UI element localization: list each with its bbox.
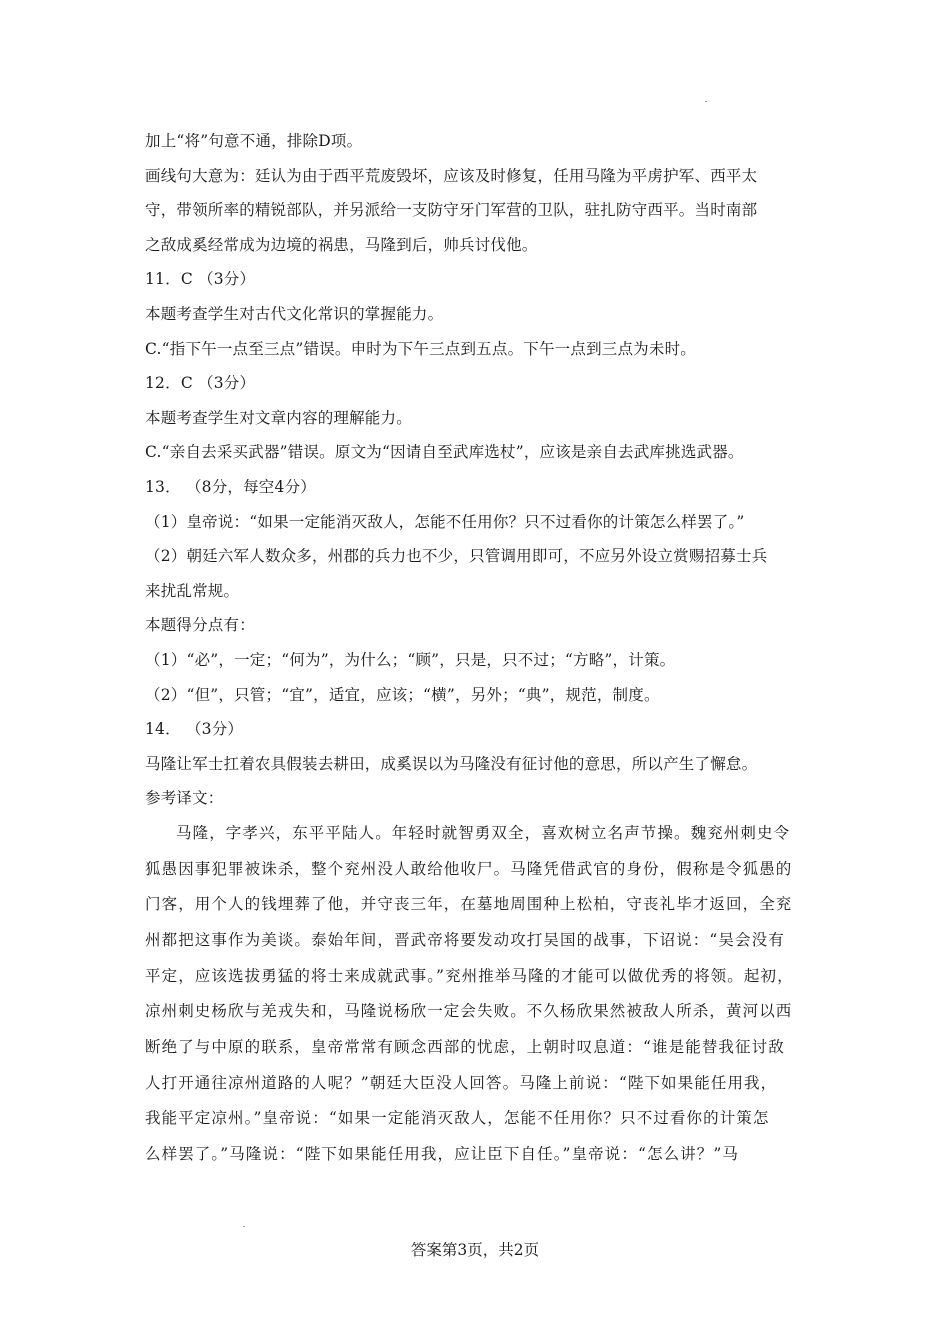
answer-line: 守，带领所率的精锐部队，并另派给一支防守牙门军营的卫队，驻扎防守西平。当时南部	[145, 201, 758, 220]
translation-heading: 参考译文：	[145, 789, 224, 808]
translation-line: 狐愚因事犯罪被诛杀，整个兖州没人敢给他收尸。马隆凭借武官的身份，假称是令狐愚的	[145, 859, 793, 878]
answer-line: 本题考查学生对文章内容的理解能力。	[145, 408, 412, 427]
question-number: 13． （8分，每空4分）	[145, 477, 316, 496]
answer-content	[145, 124, 810, 1173]
translation-line: 凉州刺史杨欣与羌戎失和，马隆说杨欣一定会失败。不久杨欣果然被敌人所杀，黄河以西	[145, 1002, 793, 1021]
question-number: 14． （3分）	[145, 720, 244, 739]
translation-line: 么样罢了。”马隆说：“陛下如果能任用我，应让臣下自任。”皇帝说：“怎么讲？”马	[145, 1145, 740, 1164]
translation-line: 州都把这事作为美谈。泰始年间，晋武帝将要发动攻打吴国的战事，下诏说：“吴会没有	[145, 930, 785, 949]
answer-line: （1）“必”，一定；“何为”，为什么；“顾”，只是，只不过；“方略”，计策。	[145, 650, 676, 669]
question-number: 11．C （3分）	[145, 270, 256, 289]
answer-line: 画线句大意为：廷认为由于西平荒废毁坏，应该及时修复，任用马隆为平虏护军、西平太	[145, 166, 758, 185]
answer-line: C.“亲自去采买武器”错误。原文为“因请自至武库选杖”，应该是亲自去武库挑选武器。	[145, 443, 744, 462]
answer-line: 本题考查学生对古代文化常识的掌握能力。	[145, 304, 444, 323]
scan-speck	[243, 1226, 245, 1227]
translation-line: 马隆，字孝兴，东平平陆人。年轻时就智勇双全，喜欢树立名声节操。魏兖州刺史令	[176, 823, 791, 842]
answer-line: （1）皇帝说：“如果一定能消灭敌人，怎能不任用你？只不过看你的计策怎么样罢了。”	[145, 512, 745, 531]
translation-line: 我能平定凉州。”皇帝说：“如果一定能消灭敌人，怎能不任用你？只不过看你的计策怎	[145, 1109, 770, 1128]
answer-line: 马隆让军士扛着农具假装去耕田，成奚误以为马隆没有征讨他的意思，所以产生了懈怠。	[145, 754, 758, 773]
answer-line: 加上“将”句意不通，排除D项。	[145, 132, 363, 150]
answer-line: 来扰乱常规。	[145, 581, 240, 600]
scan-speck	[705, 101, 707, 102]
translation-block	[145, 816, 810, 1173]
answer-line: 本题得分点有：	[145, 616, 255, 635]
question-number: 12．C （3分）	[145, 374, 256, 393]
translation-line: 断绝了与中原的联系，皇帝常常有顾念西部的忧虑，上朝时叹息道：“谁是能替我征讨敌	[145, 1038, 785, 1056]
answer-line: （2）“但”，只管；“宜”，适宜，应该；“横”，另外；“典”，规范，制度。	[145, 685, 660, 704]
page-footer: 答案第3页，共2页	[410, 1241, 540, 1259]
translation-line: 平定，应该选拔勇猛的将士来成就武事。”兖州推举马隆的才能可以做优秀的将领。起初，	[145, 966, 794, 985]
answer-line: C.“指下午一点至三点”错误。申时为下午三点到五点。下午一点到三点为未时。	[145, 339, 696, 358]
answer-line: （2）朝廷六军人数众多，州郡的兵力也不少，只管调用即可，不应另外设立赏赐招募士兵	[145, 547, 768, 566]
translation-line: 门客，用个人的钱埋葬了他，并守丧三年，在墓地周围种上松柏，守丧礼毕才返回，全兖	[145, 895, 793, 914]
answer-line: 之敌成奚经常成为边境的祸患，马隆到后，帅兵讨伐他。	[145, 235, 538, 254]
translation-line: 人打开通往凉州道路的人呢？”朝廷大臣没人回答。马隆上前说：“陛下如果能任用我，	[145, 1073, 778, 1092]
